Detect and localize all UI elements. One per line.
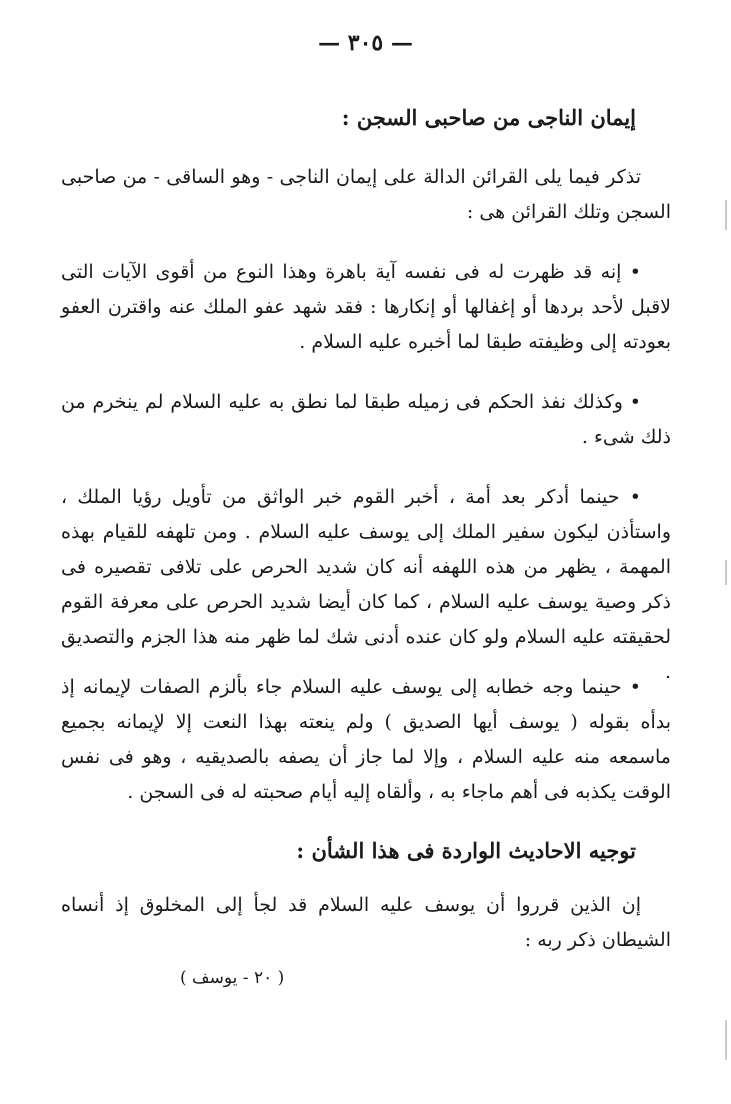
paragraph-miracle-sign: • إنه قد ظهرت له فى نفسه آية باهرة وهذا النوع من أقوى الآيات التى لاقبل لأحد بردها أو إغفالها أو إنكارها : فقد شهد عفو الملك عنه واقترن العفو بعودته إلى وظيفته طبقا لما أخبره عليه السلام . [61,261,671,353]
section-heading-hadith: توجيه الاحاديث الواردة فى هذا الشأن : [296,838,636,863]
footer-signature: ( ٢٠ - يوسف ) [180,968,285,988]
scan-edge-mark [725,1020,727,1060]
intro-paragraph: تذكر فيما يلى القرائن الدالة على إيمان الناجى - وهو الساقى - من صاحبى السجن وتلك القرائن هى : [61,166,671,223]
scan-edge-mark [725,560,727,585]
section-heading-believer: إيمان الناجى من صاحبى السجن : [341,105,636,130]
paragraph-judgment-fulfilled: • وكذلك نفذ الحكم فى زميله طبقا لما نطق به عليه السلام لم ينخرم من ذلك شىء . [61,391,671,448]
paragraph-remembered: • حينما أدكر بعد أمة ، أخبر القوم خبر الواثق من تأويل رؤيا الملك ، واستأذن ليكون سفير الملك إلى يوسف عليه السلام . ومن تلهفه للقيام بهذه المهمة ، يظهر من هذه اللهفه أنه كان شديد الحرص على تلافى تقصيره فى ذكر وصية يوسف عليه السلام ، كما كان أيضا شديد الحرص على معرفة القوم لحقيقته عليه السلام ولو كان عنده أدنى شك لما ظهر منه هذا الجزم والتصديق . [61,486,671,683]
scan-edge-mark [725,200,727,230]
paragraph-satan-made-forget: إن الذين قرروا أن يوسف عليه السلام قد لجأ إلى المخلوق إذ أنساه الشيطان ذكر ربه : [61,894,671,951]
paragraph-siddiq: • حينما وجه خطابه إلى يوسف عليه السلام جاء بألزم الصفات لإيمانه إذ بدأه بقوله ( يوسف أيها الصديق ) ولم ينعته بهذا النعت إلا لإيمانه بجميع ماسمعه منه عليه السلام ، وإلا لما جاز أن يصفه بالصديقيه ، وهو فى نفس الوقت يكذبه فى أهم ماجاء به ، وألقاه إليه أيام صحبته له فى السجن . [61,676,671,803]
page-number: — ٣٠٥ — [318,30,413,56]
